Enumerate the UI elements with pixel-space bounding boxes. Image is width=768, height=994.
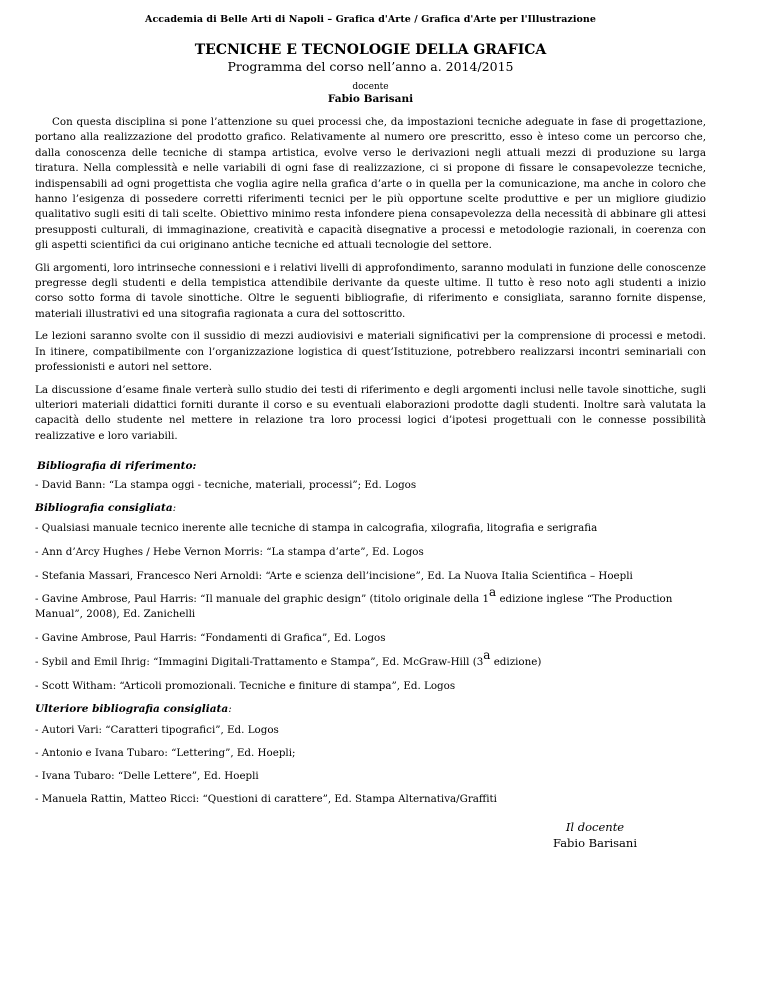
heading-text: Bibliografia consigliata [35,502,173,515]
teacher-name: Fabio Barisani [327,93,414,105]
item-text: - Gavine Ambrose, Paul Harris: “Il manuale del graphic design” (titolo originale della 1 [35,593,490,606]
ordinal-superscript: a [483,648,491,663]
bibliography-item: - Qualsiasi manuale tecnico inerente alle tecniche di stampa in calcografia, xilografia, litografia e serigrafia [35,522,598,535]
signature-block [553,819,637,851]
paragraph-intro: Con questa disciplina si pone l’attenzione su quei processi che, da impostazioni tecniche adeguate in fase di progettazione, portano alla realizzazione del prodotto grafico. Relativamente al numero ore prescritto, esso è inteso come un percorso che, dalla conoscenza delle tecniche di stampa artistica, evolve verso le derivazioni negli attuali mezzi di produzione su larga tiratura. Nella complessità e nelle variabili di ogni fase di realizzazione, ci si propone di fissare le consapevolezze tecniche, indispensabili ad ogni progettista che voglia agire nella grafica d’arte o in quella per la comunicazione, ma anche in coloro che hanno l’esigenza di possedere corretti riferimenti tecnici per le più opportune scelte produttive e per un migliore giudizio qualitativo sugli esiti di tali scelte. Obiettivo minimo resta infondere piena consapevolezza della necessità di abbinare gli attesi presupposti culturali, di immaginazione, creatività e capacità disegnative a processi e metodologie razionali, in coerenza con gli aspetti scientifici da cui originano antiche tecniche ed attuali tecnologie del settore. [35,116,706,252]
teacher-label: docente [352,82,389,92]
heading-colon: : [192,460,197,473]
heading-colon: : [228,703,232,716]
course-title: TECNICHE E TECNOLOGIE DELLA GRAFICA [194,42,547,58]
bibliography-item [35,648,706,670]
further-bibliography-list [35,723,706,807]
recommended-bibliography-heading [35,502,706,514]
course-subtitle: Programma del corso nell’anno a. 2014/2015 [227,59,514,74]
paragraph-exam: La discussione d’esame finale verterà sullo studio dei testi di riferimento e degli argomenti inclusi nelle tavole sinottiche, sugli ulteriori materiali didattici forniti durante il corso e su eventuali elaborazioni prodotte dagli studenti. Inoltre sarà valutata la capacità dello studente nel mettere in relazione tra loro processi logici d’ipotesi progettuali con le connesse possibilità realizzative e loro variabili. [35,383,706,442]
heading-text: Bibliografia di riferimento [37,460,193,473]
bibliography-item: - Ann d’Arcy Hughes / Hebe Vernon Morris: “La stampa d’arte”, Ed. Logos [35,546,424,559]
signature-role: Il docente [565,820,625,834]
bibliography-item: - Gavine Ambrose, Paul Harris: “Fondamenti di Grafica”, Ed. Logos [35,632,386,645]
bibliography-item: - Antonio e Ivana Tubaro: “Lettering”, Ed. Hoepli; [35,747,296,760]
heading-colon: : [172,502,177,515]
item-text: edizione) [490,656,542,669]
bibliography-item: - Stefania Massari, Francesco Neri Arnoldi: “Arte e scienza dell’incisione”, Ed. La Nuova Italia Scientifica – Hoepli [35,570,633,583]
paragraph-lessons: Le lezioni saranno svolte con il sussidio di mezzi audiovisivi e materiali significativi per la comprensione di processi e metodi. In itinere, compatibilmente con l’organizzazione logistica di quest’Istituzione, potrebbero realizzarsi incontri seminariali con professionisti e autori nel settore. [35,330,706,374]
item-text: edizione inglese “The Production Manual”, 2008), Ed. Zanichelli [35,593,673,621]
bibliography-item: - Autori Vari: “Caratteri tipografici”, Ed. Logos [35,724,279,737]
bibliography-item: - David Bann: “La stampa oggi - tecniche, materiali, processi”; Ed. Logos [35,479,417,492]
bibliography-item: - Scott Witham: “Articoli promozionali. Tecniche e finiture di stampa”, Ed. Logos [35,680,456,693]
paragraph-topics: Gli argomenti, loro intrinseche connessioni e i relativi livelli di approfondimento, saranno modulati in funzione delle conoscenze pregresse degli studenti e della tempistica attendibile derivante da queste ultime. Il tutto è reso noto agli studenti a inizio corso sotto forma di tavole sinottiche. Oltre le seguenti bibliografie, di riferimento e consigliata, saranno fornite dispense, materiali illustrativi ed una sitografia ragionata a cura del sottoscritto. [35,261,706,320]
item-text: - Sybil and Emil Ihrig: “Immagini Digitali-Trattamento e Stampa”, Ed. McGraw-Hill (3 [35,656,484,669]
signature-name: Fabio Barisani [553,836,637,850]
bibliography-item: - Ivana Tubaro: “Delle Lettere”, Ed. Hoepli [35,770,259,783]
institution-header: Accademia di Belle Arti di Napoli – Grafica d'Arte / Grafica d'Arte per l'Illustrazione [145,14,596,25]
reference-bibliography-heading [35,460,706,472]
ordinal-superscript: a [489,585,497,600]
bibliography-item: - Manuela Rattin, Matteo Ricci: “Questioni di carattere”, Ed. Stampa Alternativa/Graffiti [35,793,497,806]
recommended-bibliography-list [35,521,706,694]
bibliography-item [35,585,706,622]
heading-text: Ulteriore bibliografia consigliata [35,703,229,716]
further-bibliography-heading [35,703,706,715]
